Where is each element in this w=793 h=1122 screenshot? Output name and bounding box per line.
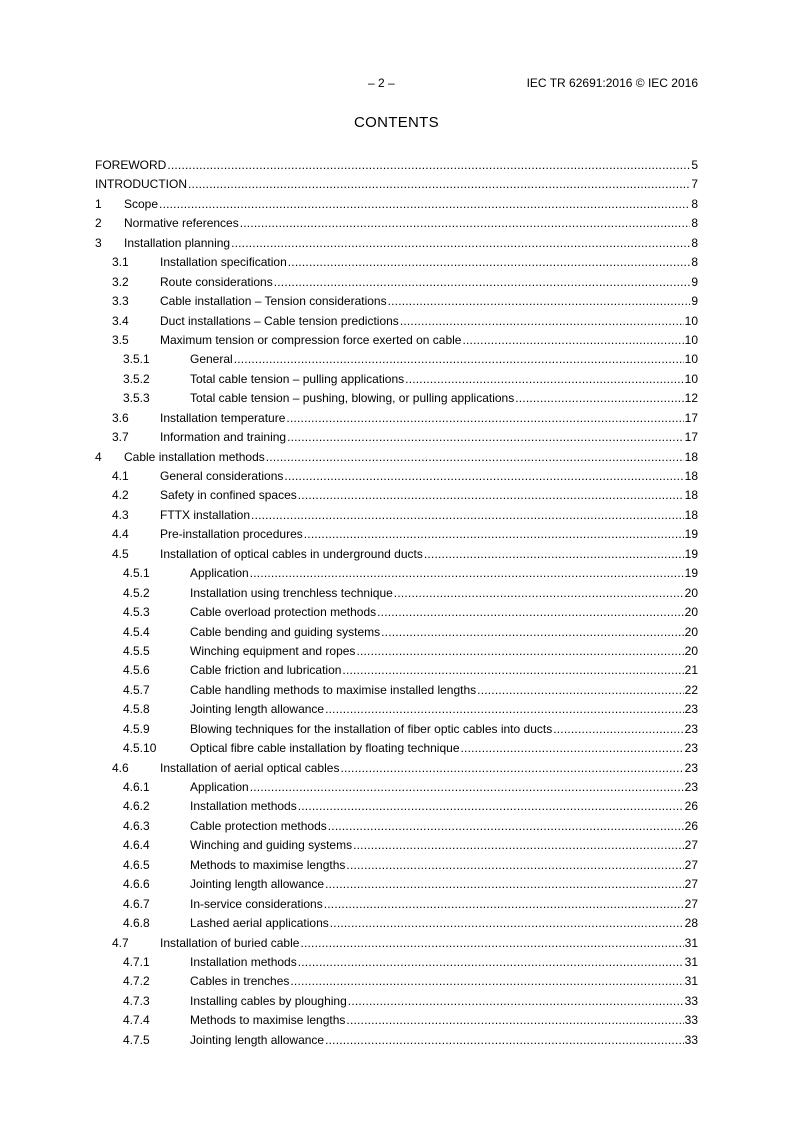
toc-dot-leader <box>240 214 691 233</box>
toc-entry-page: 10 <box>684 352 698 367</box>
toc-entry-title: Installing cables by ploughing <box>190 993 347 1008</box>
toc-entry-title: Jointing length allowance <box>190 1032 325 1047</box>
toc-entry-page: 27 <box>684 838 698 853</box>
toc-entry-title: FOREWORD <box>95 158 167 172</box>
toc-entry[interactable] <box>95 448 698 467</box>
toc-entry-page: 23 <box>684 780 698 794</box>
toc-entry-page: 27 <box>684 877 698 892</box>
toc-entry-number: 4.3 <box>112 507 129 522</box>
toc-entry-page: 18 <box>684 449 698 464</box>
toc-entry-page: 8 <box>691 216 698 231</box>
toc-dot-leader <box>251 506 684 525</box>
toc-entry-number: 4.5.1 <box>123 566 150 581</box>
toc-entry[interactable] <box>95 623 698 642</box>
toc-entry-number: 4.5 <box>112 546 129 561</box>
toc-dot-leader <box>515 389 683 408</box>
toc-entry-number: 2 <box>95 216 102 231</box>
page-header <box>0 76 793 92</box>
toc-dot-leader <box>298 953 684 972</box>
toc-entry[interactable] <box>95 1011 698 1030</box>
toc-dot-leader <box>266 448 684 467</box>
toc-entry-number: 4.6.1 <box>123 780 150 794</box>
toc-entry-number: 4 <box>95 449 102 464</box>
toc-entry-number: 4.5.8 <box>123 702 150 717</box>
toc-entry-title: Installation of optical cables in underground ducts <box>160 546 423 561</box>
toc-dot-leader <box>553 720 683 739</box>
toc-dot-leader <box>231 234 690 253</box>
toc-dot-leader <box>330 914 684 933</box>
toc-entry[interactable] <box>95 797 698 816</box>
page-number: – 2 – <box>368 76 395 90</box>
toc-entry[interactable] <box>95 486 698 505</box>
toc-entry-number: 4.5.7 <box>123 682 150 697</box>
toc-entry[interactable] <box>95 409 698 428</box>
toc-entry-number: 4.7.1 <box>123 954 150 969</box>
toc-dot-leader <box>188 175 690 194</box>
toc-entry-title: Blowing techniques for the installation of fiber optic cables into ducts <box>190 721 553 736</box>
toc-entry-title: INTRODUCTION <box>95 177 187 192</box>
toc-entry-page: 7 <box>691 177 698 192</box>
toc-entry[interactable] <box>95 953 698 972</box>
toc-entry-title: Maximum tension or compression force exerted on cable <box>160 332 462 347</box>
toc-entry-page: 27 <box>684 857 698 872</box>
toc-entry-page: 22 <box>684 682 698 697</box>
toc-entry[interactable] <box>95 914 698 933</box>
toc-entry-page: 20 <box>684 585 698 600</box>
toc-entry-page: 20 <box>684 624 698 639</box>
toc-entry[interactable] <box>95 739 698 758</box>
toc-entry-page: 8 <box>691 255 698 270</box>
toc-entry[interactable] <box>95 292 698 311</box>
toc-entry-number: 4.1 <box>112 469 129 483</box>
toc-entry-page: 31 <box>684 935 698 950</box>
toc-dot-leader <box>167 156 690 175</box>
toc-entry-number: 3.7 <box>112 430 129 445</box>
toc-entry[interactable] <box>95 545 698 564</box>
toc-entry[interactable] <box>95 661 698 680</box>
toc-entry-page: 27 <box>684 896 698 911</box>
toc-entry-title: Normative references <box>124 216 239 231</box>
toc-entry-page: 23 <box>684 760 698 775</box>
toc-entry-page: 21 <box>684 663 698 678</box>
toc-entry-number: 3.4 <box>112 313 129 328</box>
toc-entry-number: 3.5.3 <box>123 391 150 406</box>
toc-entry-page: 33 <box>684 1032 698 1047</box>
toc-dot-leader <box>304 525 684 544</box>
toc-entry-page: 28 <box>684 916 698 931</box>
toc-entry-page: 33 <box>684 1013 698 1028</box>
toc-entry[interactable] <box>95 525 698 544</box>
toc-entry[interactable] <box>95 700 698 719</box>
toc-dot-leader <box>353 836 684 855</box>
toc-entry-title: General <box>190 352 233 367</box>
toc-dot-leader <box>346 856 683 875</box>
toc-entry-title: Cable overload protection methods <box>190 605 377 620</box>
toc-entry[interactable] <box>95 195 698 214</box>
toc-entry-number: 4.5.10 <box>123 741 157 756</box>
toc-entry[interactable] <box>95 720 698 739</box>
toc-entry-title: Methods to maximise lengths <box>190 1013 346 1028</box>
toc-entry-number: 4.7.4 <box>123 1013 150 1028</box>
toc-entry-number: 4.7.2 <box>123 974 150 989</box>
toc-entry-page: 31 <box>684 974 698 989</box>
toc-entry[interactable] <box>95 564 698 583</box>
toc-entry[interactable] <box>95 506 698 525</box>
toc-entry[interactable] <box>95 253 698 272</box>
toc-entry-page: 8 <box>691 196 698 211</box>
toc-entry[interactable] <box>95 214 698 233</box>
toc-entry-number: 3.3 <box>112 294 129 309</box>
toc-dot-leader <box>388 292 691 311</box>
toc-dot-leader <box>405 370 683 389</box>
toc-entry-title: In-service considerations <box>190 896 323 911</box>
toc-entry-page: 10 <box>684 332 698 347</box>
toc-entry[interactable] <box>95 836 698 855</box>
toc-entry-page: 9 <box>691 294 698 309</box>
toc-entry-page: 18 <box>684 507 698 522</box>
toc-entry-number: 3.1 <box>112 255 129 270</box>
toc-entry[interactable] <box>95 175 698 194</box>
toc-dot-leader <box>394 584 684 603</box>
toc-entry[interactable] <box>95 603 698 622</box>
toc-entry-title: Installation of aerial optical cables <box>160 760 340 775</box>
toc-dot-leader <box>348 992 684 1011</box>
toc-dot-leader <box>381 623 684 642</box>
toc-entry-page: 10 <box>684 313 698 328</box>
toc-entry-page: 9 <box>691 274 698 289</box>
toc-dot-leader <box>288 253 691 272</box>
toc-entry-title: Information and training <box>160 430 287 445</box>
toc-entry-title: Duct installations – Cable tension predictions <box>160 313 399 328</box>
toc-entry[interactable] <box>95 759 698 778</box>
toc-entry-title: Application <box>190 780 249 794</box>
toc-entry[interactable] <box>95 681 698 700</box>
toc-entry-title: Winching and guiding systems <box>190 838 353 853</box>
toc-entry[interactable] <box>95 234 698 253</box>
toc-entry-title: Installation planning <box>124 235 231 250</box>
toc-entry-page: 18 <box>684 469 698 483</box>
toc-dot-leader <box>234 350 684 369</box>
toc-entry-number: 4.7.3 <box>123 993 150 1008</box>
toc-entry[interactable] <box>95 350 698 369</box>
toc-dot-leader <box>477 681 683 700</box>
toc-entry[interactable] <box>95 875 698 894</box>
toc-dot-leader <box>159 195 690 214</box>
toc-entry[interactable] <box>95 642 698 661</box>
toc-entry-page: 12 <box>684 391 698 406</box>
toc-entry-page: 20 <box>684 605 698 620</box>
toc-dot-leader <box>286 409 683 428</box>
toc-entry-number: 4.5.6 <box>123 663 150 678</box>
toc-entry-number: 4.6.8 <box>123 916 150 931</box>
toc-entry-number: 4.5.5 <box>123 643 150 658</box>
toc-entry-page: 23 <box>684 741 698 756</box>
toc-dot-leader <box>325 700 684 719</box>
toc-entry-page: 31 <box>684 954 698 969</box>
toc-entry-page: 17 <box>684 410 698 425</box>
toc-entry[interactable] <box>95 156 698 175</box>
toc-entry-page: 20 <box>684 643 698 658</box>
toc-dot-leader <box>298 797 684 816</box>
toc-entry-title: Cable friction and lubrication <box>190 663 342 678</box>
toc-entry-page: 18 <box>684 488 698 503</box>
toc-entry-title: Installation temperature <box>160 410 286 425</box>
toc-entry[interactable] <box>95 934 698 953</box>
toc-entry-title: Installation of buried cable <box>160 935 300 950</box>
toc-entry-title: Cable protection methods <box>190 818 327 833</box>
toc-entry-page: 23 <box>684 721 698 736</box>
toc-entry[interactable] <box>95 992 698 1011</box>
toc-dot-leader <box>400 312 684 331</box>
toc-entry-title: Application <box>190 566 249 581</box>
toc-entry-number: 4.6.3 <box>123 818 150 833</box>
toc-entry-page: 33 <box>684 993 698 1008</box>
toc-entry[interactable] <box>95 370 698 389</box>
toc-entry-title: Cable installation methods <box>124 449 265 464</box>
toc-entry-number: 4.7.5 <box>123 1032 150 1047</box>
toc-entry-number: 4.7 <box>112 935 129 950</box>
toc-entry-number: 4.6 <box>112 760 129 775</box>
toc-entry-page: 26 <box>684 818 698 833</box>
toc-entry-number: 4.6.6 <box>123 877 150 892</box>
toc-entry[interactable] <box>95 312 698 331</box>
toc-entry-title: Installation specification <box>160 255 287 270</box>
toc-entry[interactable] <box>95 584 698 603</box>
toc-dot-leader <box>325 1031 684 1050</box>
toc-dot-leader <box>287 428 684 447</box>
toc-entry-number: 4.5.9 <box>123 721 150 736</box>
toc-dot-leader <box>250 564 684 583</box>
toc-entry-number: 4.2 <box>112 488 129 503</box>
toc-entry[interactable] <box>95 428 698 447</box>
toc-dot-leader <box>300 934 683 953</box>
toc-entry[interactable] <box>95 273 698 292</box>
toc-entry-number: 4.5.2 <box>123 585 150 600</box>
toc-entry-number: 3.5.1 <box>123 352 150 367</box>
toc-entry-number: 3.5.2 <box>123 371 150 386</box>
toc-entry[interactable] <box>95 1031 698 1050</box>
toc-entry-number: 3 <box>95 235 102 250</box>
toc-dot-leader <box>284 467 683 486</box>
toc-entry[interactable] <box>95 389 698 408</box>
toc-entry-title: Route considerations <box>160 274 273 289</box>
toc-entry-page: 10 <box>684 371 698 386</box>
toc-entry-title: Lashed aerial applications <box>190 916 329 931</box>
toc-entry-title: Pre-installation procedures <box>160 527 303 542</box>
toc-entry-page: 19 <box>684 527 698 542</box>
toc-dot-leader <box>328 817 684 836</box>
toc-dot-leader <box>290 972 683 991</box>
toc-entry[interactable] <box>95 817 698 836</box>
toc-entry-page: 8 <box>691 235 698 250</box>
toc-dot-leader <box>356 642 683 661</box>
toc-entry-title: Cable bending and guiding systems <box>190 624 381 639</box>
toc-entry-title: Installation using trenchless technique <box>190 585 393 600</box>
toc-entry-number: 4.4 <box>112 527 129 542</box>
toc-entry-number: 4.5.3 <box>123 605 150 620</box>
toc-entry-page: 19 <box>684 546 698 561</box>
toc-entry-number: 4.6.5 <box>123 857 150 872</box>
contents-title: CONTENTS <box>354 114 439 131</box>
toc-dot-leader <box>342 661 683 680</box>
toc-entry[interactable] <box>95 895 698 914</box>
toc-entry-title: Safety in confined spaces <box>160 488 297 503</box>
document-id: IEC TR 62691:2016 © IEC 2016 <box>526 76 698 90</box>
toc-entry-title: Methods to maximise lengths <box>190 857 346 872</box>
toc-dot-leader <box>324 895 684 914</box>
toc-entry-number: 4.5.4 <box>123 624 150 639</box>
toc-entry-page: 23 <box>684 702 698 717</box>
toc-entry-page: 5 <box>691 158 698 172</box>
table-of-contents <box>95 156 698 1050</box>
toc-entry-title: Installation methods <box>190 799 297 814</box>
toc-dot-leader <box>274 273 691 292</box>
toc-entry-title: Cable handling methods to maximise installed lengths <box>190 682 477 697</box>
toc-entry-title: Cable installation – Tension considerations <box>160 294 387 309</box>
toc-entry-page: 17 <box>684 430 698 445</box>
toc-entry[interactable] <box>95 778 698 797</box>
toc-dot-leader <box>424 545 684 564</box>
toc-entry-number: 3.5 <box>112 332 129 347</box>
toc-entry-page: 26 <box>684 799 698 814</box>
toc-entry[interactable] <box>95 331 698 350</box>
toc-entry-title: Total cable tension – pulling applications <box>190 371 405 386</box>
toc-entry-title: Cables in trenches <box>190 974 290 989</box>
toc-entry[interactable] <box>95 972 698 991</box>
toc-dot-leader <box>377 603 684 622</box>
toc-entry-title: Installation methods <box>190 954 297 969</box>
toc-entry-title: Winching equipment and ropes <box>190 643 356 658</box>
toc-dot-leader <box>461 739 684 758</box>
toc-entry-title: Optical fibre cable installation by floating technique <box>190 741 460 756</box>
toc-entry-number: 3.2 <box>112 274 129 289</box>
toc-entry[interactable] <box>95 467 698 486</box>
toc-entry-number: 4.6.7 <box>123 896 150 911</box>
toc-entry-title: Total cable tension – pushing, blowing, or pulling applications <box>190 391 515 406</box>
toc-dot-leader <box>340 759 683 778</box>
toc-entry-title: General considerations <box>160 469 284 483</box>
toc-entry-title: Scope <box>124 196 159 211</box>
toc-dot-leader <box>325 875 684 894</box>
toc-entry-title: Jointing length allowance <box>190 702 325 717</box>
toc-dot-leader <box>462 331 683 350</box>
toc-entry-number: 1 <box>95 196 102 211</box>
toc-entry-title: Jointing length allowance <box>190 877 325 892</box>
toc-dot-leader <box>346 1011 683 1030</box>
toc-entry[interactable] <box>95 856 698 875</box>
toc-entry-number: 3.6 <box>112 410 129 425</box>
toc-entry-title: FTTX installation <box>160 507 251 522</box>
toc-dot-leader <box>250 778 684 797</box>
toc-entry-page: 19 <box>684 566 698 581</box>
toc-dot-leader <box>298 486 684 505</box>
toc-entry-number: 4.6.4 <box>123 838 150 853</box>
toc-entry-number: 4.6.2 <box>123 799 150 814</box>
